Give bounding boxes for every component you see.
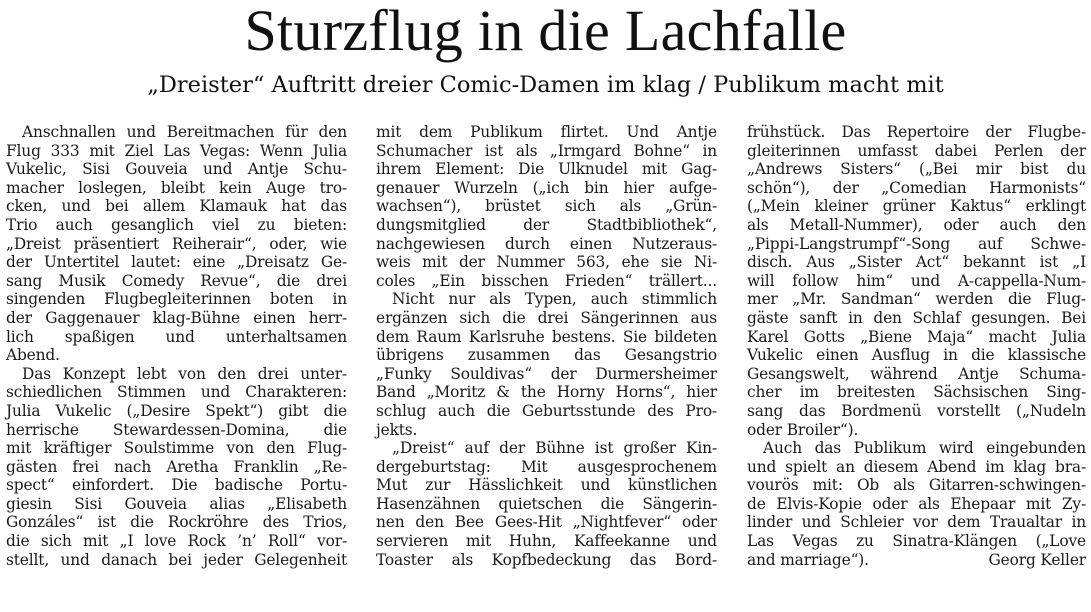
- article-text-line: Das Konzept lebt von den drei unter-: [22, 364, 347, 383]
- article-text-line: vourös mit: Ob als Gitarren-schwingen-: [747, 476, 1086, 495]
- article-text-line: schiedlichen Stimmen und Charakteren:: [6, 383, 347, 402]
- article-text-line: „Dreist“ auf der Bühne ist großer Kin-: [392, 439, 717, 458]
- article-text-line: genauer Wurzeln („ich bin hier aufge-: [376, 178, 717, 197]
- article-text-line: stellt, und danach bei jeder Gelegenheit: [6, 550, 347, 569]
- article-text-line: als Metall-Nummer), oder auch den: [747, 215, 1086, 234]
- article-text-line: „Andrews Sisters“ („Bei mir bist du: [747, 160, 1086, 179]
- article-text-line: Auch das Publikum wird eingebunden: [763, 439, 1086, 458]
- article-text-line: Nicht nur als Typen, auch stimmlich: [392, 290, 717, 309]
- author-signature: Georg Keller: [988, 550, 1086, 569]
- article-text-line: linder und Schleier vor dem Traualtar in: [747, 513, 1086, 532]
- article-text-line: gästen frei nach Aretha Franklin „Re-: [6, 457, 347, 476]
- article-text-line: und spielt an diesem Abend im klag bra-: [747, 457, 1086, 476]
- article-text-line: nen den Bee Gees-Hit „Nightfever“ oder: [376, 513, 717, 532]
- article-text-line: giesin Sisi Gouveia alias „Elisabeth: [6, 494, 347, 513]
- article-text-line: mit kräftiger Soulstimme von den Flug-: [6, 439, 347, 458]
- article-text-line: übrigens zusammen das Gesangstrio: [376, 346, 717, 365]
- article-text-line: „Funky Souldivas“ der Durmersheimer: [376, 364, 717, 383]
- article-text-line: dergeburtstag: Mit ausgesprochenem: [376, 457, 717, 476]
- article-text-line: schön“), der „Comedian Harmonists“: [747, 178, 1086, 197]
- article-text-line: Abend.: [6, 346, 60, 365]
- article-text-line: disch. Aus „Sister Act“ bekannt ist „I: [747, 253, 1086, 272]
- article-text-line: lich spaßigen und unterhaltsamen: [6, 327, 347, 346]
- article-text-line: Hasenzähnen quietschen die Sängerin-: [376, 494, 717, 513]
- article-text-line: herrische Stewardessen-Domina, die: [6, 420, 347, 439]
- article-text-line: Karel Gotts „Biene Maja“ macht Julia: [747, 327, 1086, 346]
- article-text-line: [747, 551, 1086, 570]
- article-text-line: Schumacher ist als „Irmgard Bohne“ in: [376, 141, 717, 160]
- article-text-line: Vukelic einen Ausflug in die klassische: [747, 346, 1086, 365]
- article-text-line: nachgewiesen durch einen Nutzeraus-: [376, 234, 717, 253]
- article-text-line: mer „Mr. Sandman“ werden die Flug-: [747, 290, 1086, 309]
- article-text-line: „Dreist präsentiert Reiherair“, oder, wie: [6, 234, 347, 253]
- article-text-line: schlug auch die Geburtsstunde des Pro-: [376, 401, 717, 420]
- article-text-line: Gonzáles“ ist die Rockröhre des Trios,: [6, 513, 347, 532]
- article-text-line: singenden Flugbegleiterinnen boten in: [6, 290, 347, 309]
- article-text-line: Vukelic, Sisi Gouveia und Antje Schu-: [6, 160, 347, 179]
- article-text-line: der Untertitel lautet: eine „Dreisatz Ge-: [6, 253, 347, 272]
- article-text-line: wachsen“), brüstet sich als „Grün-: [376, 197, 717, 216]
- article-text-line: Trio auch gesanglich viel zu bieten:: [6, 215, 347, 234]
- article-text-line: ergänzen sich die drei Sängerinnen aus: [376, 308, 717, 327]
- article-text-line: cken, und bei allem Klamauk hat das: [6, 197, 347, 216]
- article-text-line: die sich mit „I love Rock ’n’ Roll“ vor-: [6, 532, 347, 551]
- article-text-line: dem Raum Karlsruhe bestens. Sie bildeten: [376, 327, 717, 346]
- article-text-line: Gesangswelt, während Antje Schuma-: [747, 364, 1086, 383]
- article-text-line: cher im breitesten Sächsischen Sing-: [747, 383, 1086, 402]
- article-text-line: Flug 333 mit Ziel Las Vegas: Wenn Julia: [6, 141, 347, 160]
- article-text-line: Toaster als Kopfbedeckung das Bord-: [376, 550, 717, 569]
- article-text-line: spect“ einfordert. Die badische Portu-: [6, 476, 347, 495]
- article-column-3: [747, 123, 1086, 569]
- article-text-line: sang Musik Comedy Revue“, die drei: [6, 271, 347, 290]
- article-subheadline: „Dreister“ Auftritt dreier Comic-Damen im klag / Publikum macht mit: [147, 72, 944, 98]
- article-text-line: weis mit der Nummer 563, ehe sie Ni-: [376, 253, 717, 272]
- article-column-2: [376, 123, 717, 569]
- article-text-line: dungsmitglied der Stadtbibliothek“,: [376, 215, 717, 234]
- article-text-line: macher loslegen, bleibt kein Auge tro-: [6, 178, 347, 197]
- article-text-line: jekts.: [376, 420, 418, 439]
- article-text-line: oder Broiler“).: [747, 420, 859, 439]
- article-text-fragment: and marriage“).: [747, 550, 869, 569]
- article-text-line: ihrem Element: Die Ulknudel mit Gag-: [376, 160, 717, 179]
- article-text-line: gäste sanft in den Schlaf gesungen. Bei: [747, 308, 1086, 327]
- article-text-line: servieren mit Huhn, Kaffeekanne und: [376, 532, 717, 551]
- article-text-line: frühstück. Das Repertoire der Flugbe-: [747, 123, 1086, 141]
- article-text-line: („Mein kleiner grüner Kaktus“ erklingt: [747, 197, 1086, 216]
- article-text-line: gleiterinnen umfasst dabei Perlen der: [747, 141, 1086, 160]
- article-text-line: mit dem Publikum flirtet. Und Antje: [376, 123, 717, 141]
- article-headline: Sturzflug in die Lachfalle: [244, 0, 847, 63]
- article-text-line: der Gaggenauer klag-Bühne einen herr-: [6, 308, 347, 327]
- article-text-line: Band „Moritz & the Horny Horns“, hier: [376, 383, 717, 402]
- article-text-line: Mut zur Hässlichkeit und künstlichen: [376, 476, 717, 495]
- article-text-line: sang das Bordmenü vorstellt („Nudeln: [747, 401, 1086, 420]
- article-text-line: Julia Vukelic („Desire Spekt“) gibt die: [6, 401, 347, 420]
- article-text-line: Las Vegas zu Sinatra-Klängen („Love: [747, 532, 1086, 551]
- article-text-line: Anschnallen und Bereitmachen für den: [22, 123, 347, 141]
- article-column-1: [6, 123, 347, 569]
- article-text-line: de Elvis-Kopie oder als Ehepaar mit Zy-: [747, 494, 1086, 513]
- article-text-line: coles „Ein bisschen Frieden“ trällert...: [376, 271, 717, 290]
- article-text-line: „Pippi-Langstrumpf“-Song auf Schwe-: [747, 234, 1086, 253]
- article-text-line: will follow him“ und A-cappella-Num-: [747, 271, 1086, 290]
